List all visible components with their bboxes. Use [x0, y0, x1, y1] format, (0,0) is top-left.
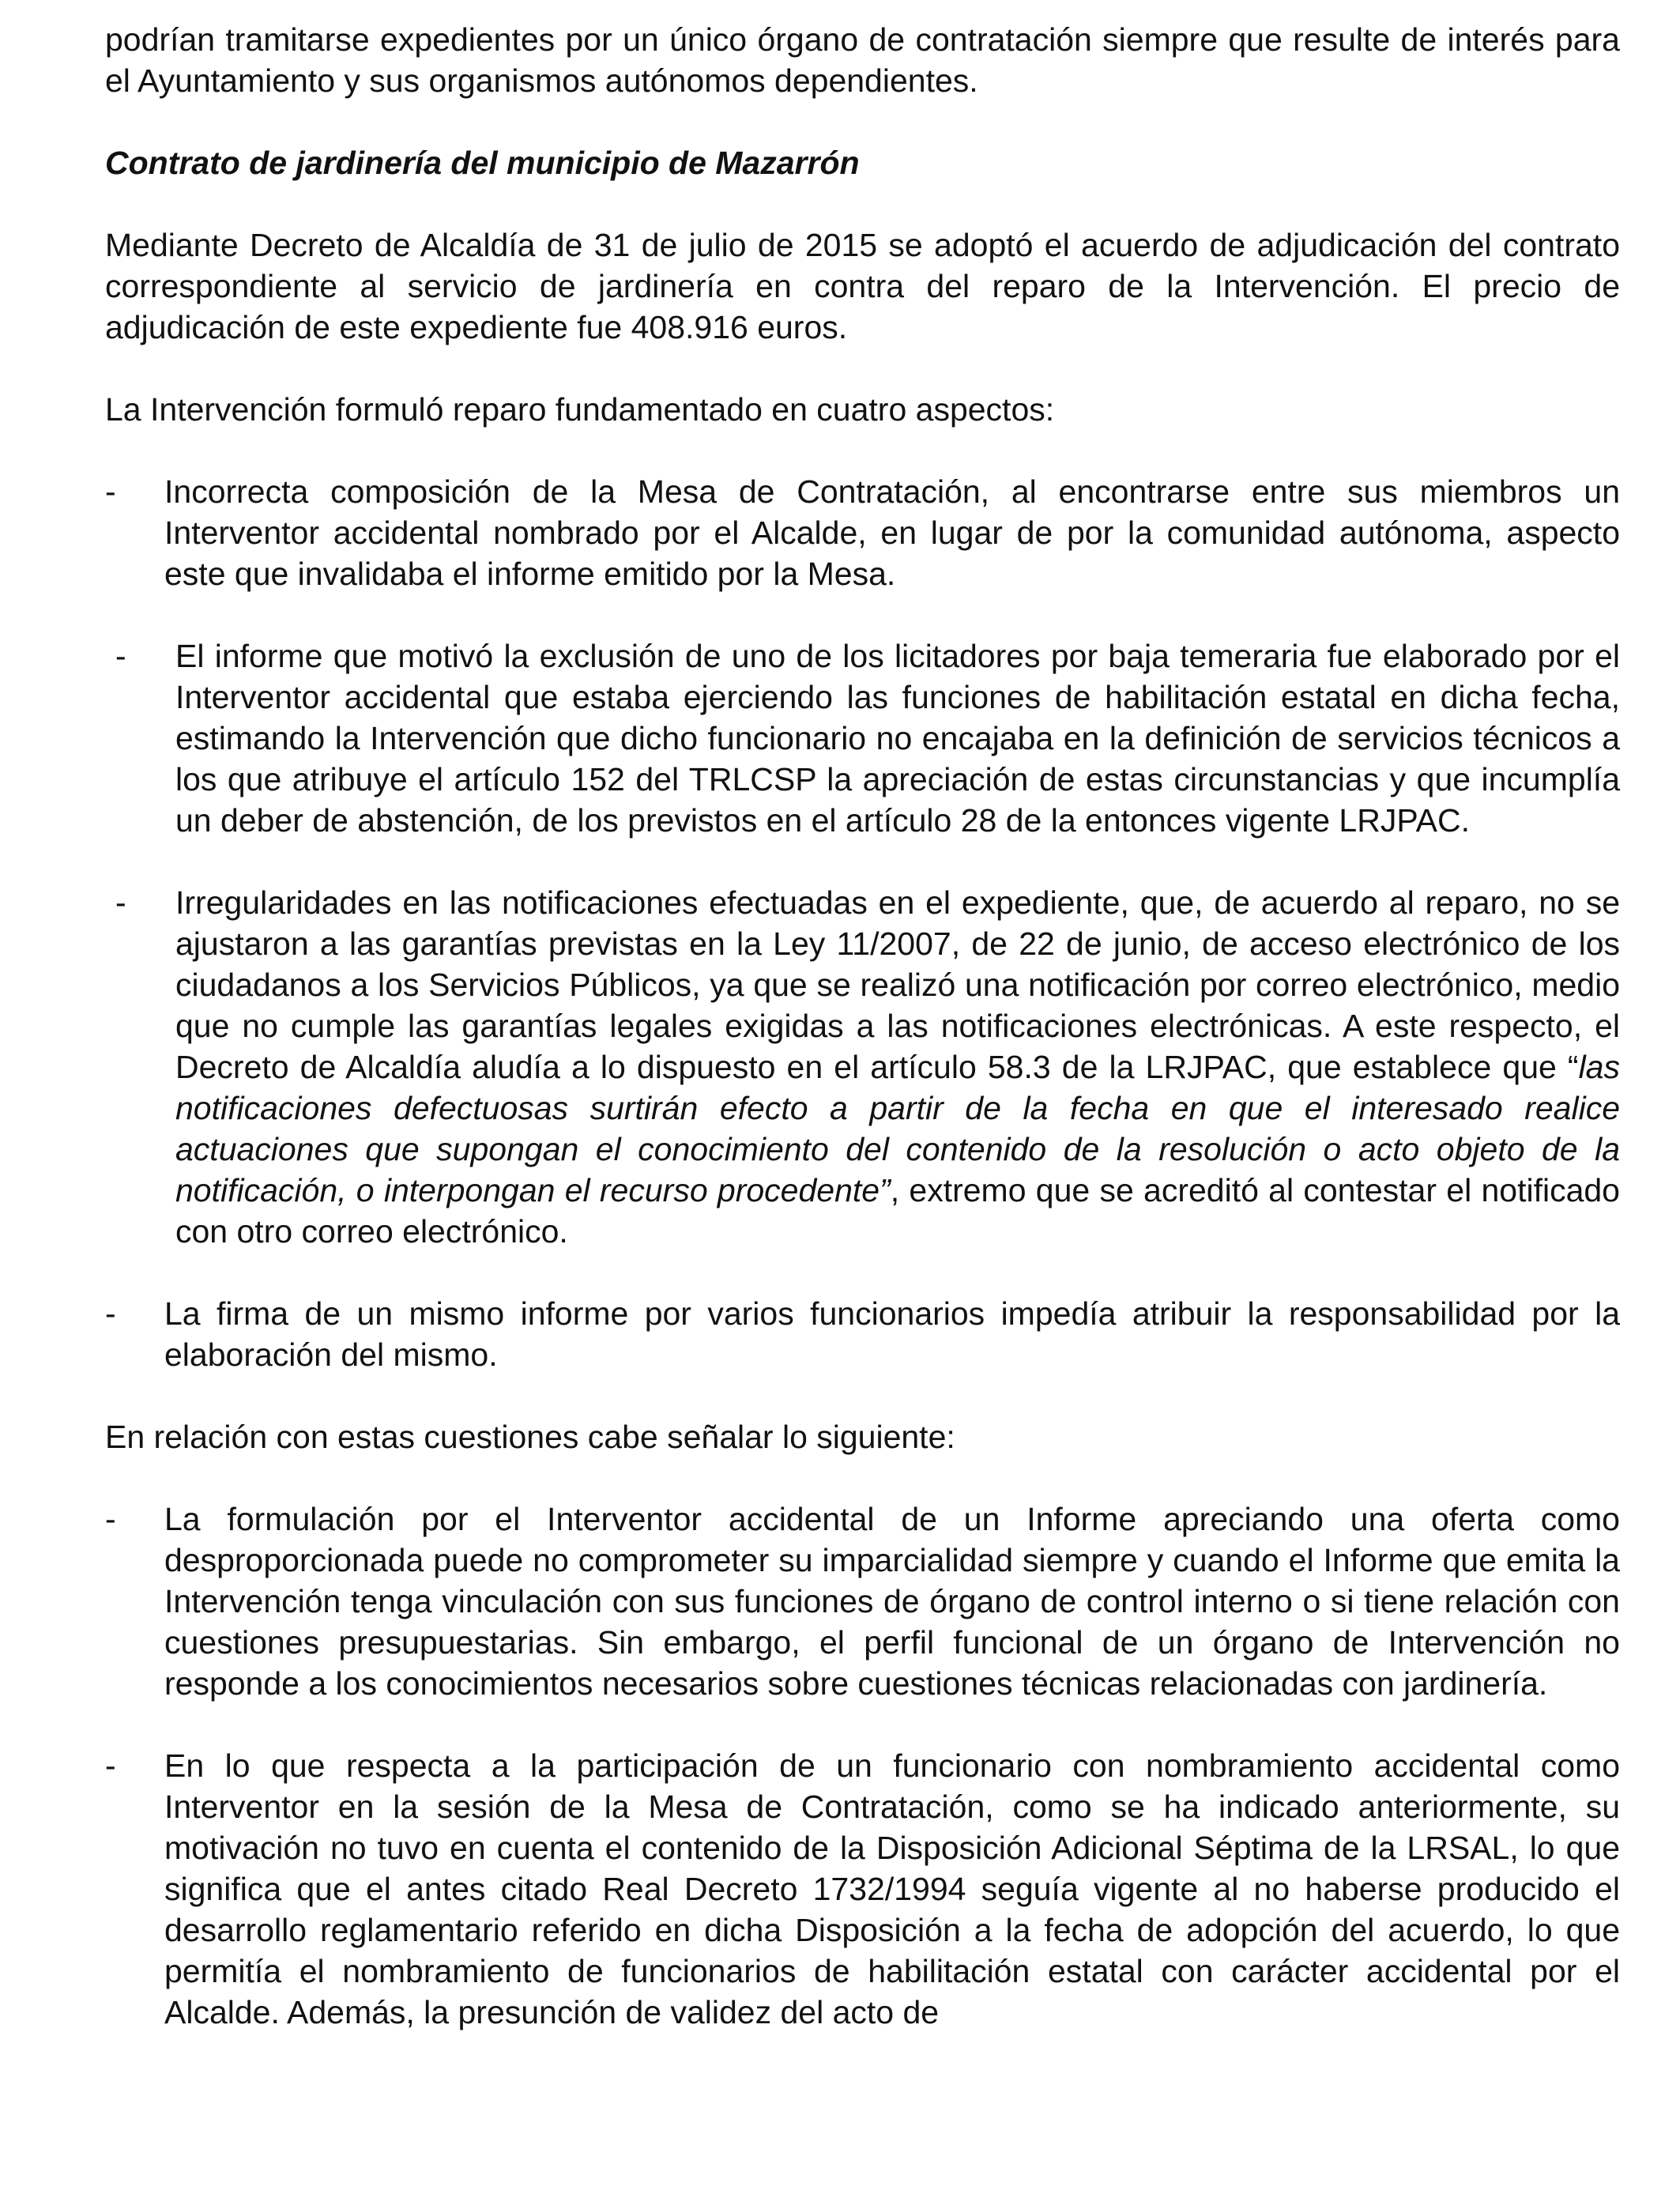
document-page [105, 19, 1620, 2033]
paragraph-reparo-intro: La Intervención formuló reparo fundamentado en cuatro aspectos: [105, 391, 1055, 428]
reparo-point-4 [105, 1293, 1620, 1375]
reparo-point-3-after-quote: , extremo que se acreditó al contestar el notificado con otro correo electrónico. [175, 1172, 1620, 1250]
reparo-point-4-text: La firma de un mismo informe por varios funcionarios impedía atribuir la responsabilidad por la elaboración del mismo. [164, 1295, 1620, 1373]
bullet-dash: - [105, 473, 116, 510]
reparo-point-3 [105, 882, 1620, 1252]
bullet-dash: - [105, 1501, 116, 1537]
reparo-point-1-text: Incorrecta composición de la Mesa de Contratación, al encontrarse entre sus miembros un Interventor accidental nombrado por el Alcalde, en lugar de por la comunidad autónoma, aspecto este que invalidaba el informe emitido por la Mesa. [164, 473, 1620, 592]
intro-paragraph: podrían tramitarse expedientes por un único órgano de contratación siempre que resulte de interés para el Ayuntamiento y sus organismos autónomos dependientes. [105, 21, 1620, 99]
section-heading: Contrato de jardinería del municipio de Mazarrón [105, 145, 860, 181]
bullet-dash: - [105, 1747, 116, 1784]
relation-point-1-text: La formulación por el Interventor accidental de un Informe apreciando una oferta como desproporcionada puede no comprometer su imparcialidad siempre y cuando el Informe que emita la Intervención tenga vinculación con sus funciones de órgano de control interno o si tiene relación con cuestiones presupuestarias. Sin embargo, el perfil funcional de un órgano de Intervención no responde a los conocimientos necesarios sobre cuestiones técnicas relacionadas con jardinería. [164, 1501, 1620, 1702]
reparo-point-1 [105, 471, 1620, 594]
relation-point-1 [105, 1498, 1620, 1704]
reparo-point-3-quote: las notificaciones defectuosas surtirán efecto a partir de la fecha en que el interesado realice actuaciones que supongan el conocimiento del contenido de la resolución o acto objeto de la notificación, o interpongan el recurso procedente” [175, 1049, 1620, 1208]
bullet-dash: - [115, 884, 126, 921]
reparo-point-3-before-quote: Irregularidades en las notificaciones efectuadas en el expediente, que, de acuerdo al reparo, no se ajustaron a las garantías previstas en la Ley 11/2007, de 22 de junio, de acceso electrónico de los ciudadanos a los Servicios Públicos, ya que se realizó una notificación por correo electrónico, medio que no cumple las garantías legales exigidas a las notificaciones electrónicas. A este respecto, el Decreto de Alcaldía aludía a lo dispuesto en el artículo 58.3 de la LRJPAC, que establece que “ [175, 884, 1620, 1085]
paragraph-relation: En relación con estas cuestiones cabe señalar lo siguiente: [105, 1419, 955, 1455]
bullet-dash: - [115, 638, 126, 674]
reparo-point-3-text [175, 882, 1620, 1252]
relation-point-2-text: En lo que respecta a la participación de un funcionario con nombramiento accidental como Interventor en la sesión de la Mesa de Contratación, como se ha indicado anteriormente, su motivación no tuvo en cuenta el contenido de la Disposición Adicional Séptima de la LRSAL, lo que significa que el antes citado Real Decreto 1732/1994 seguía vigente al no haberse producido el desarrollo reglamentario referido en dicha Disposición a la fecha de adopción del acuerdo, lo que permitía el nombramiento de funcionarios de habilitación estatal con carácter accidental por el Alcalde. Además, la presunción de validez del acto de [164, 1747, 1620, 2030]
bullet-dash: - [105, 1295, 116, 1332]
reparo-point-2-text: El informe que motivó la exclusión de uno de los licitadores por baja temeraria fue elaborado por el Interventor accidental que estaba ejerciendo las funciones de habilitación estatal en dicha fecha, estimando la Intervención que dicho funcionario no encajaba en la definición de servicios técnicos a los que atribuye el artículo 152 del TRLCSP la apreciación de estas circunstancias y que incumplía un deber de abstención, de los previstos en el artículo 28 de la entonces vigente LRJPAC. [175, 638, 1620, 839]
reparo-point-2 [105, 635, 1620, 841]
paragraph-decree: Mediante Decreto de Alcaldía de 31 de julio de 2015 se adoptó el acuerdo de adjudicación del contrato correspondiente al servicio de jardinería en contra del reparo de la Intervención. El precio de adjudicación de este expediente fue 408.916 euros. [105, 227, 1620, 345]
relation-point-2 [105, 1745, 1620, 2033]
